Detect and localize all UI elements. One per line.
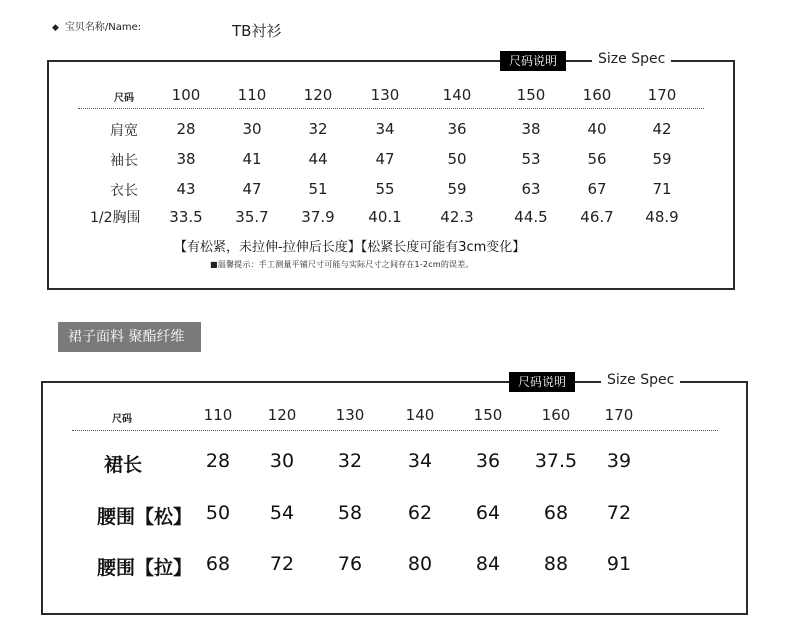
shirt-table-cell: 42 [652, 120, 672, 138]
shirt-table-cell: 35.7 [235, 208, 269, 226]
shirt-row-label: 袖长 [110, 153, 138, 169]
shirt-table-cell: 28 [176, 120, 196, 138]
shirt-table-cell: 41 [242, 150, 262, 168]
skirt-table-cell: 68 [543, 502, 569, 524]
shirt-table-cell: 34 [375, 120, 395, 138]
skirt-row-label: 腰围【拉】 [97, 557, 193, 579]
shirt-table-cell: 56 [587, 150, 607, 168]
product-name-value: TB衬衫 [232, 22, 282, 40]
shirt-table-cell: 37.9 [301, 208, 335, 226]
shirt-table-cell: 50 [447, 150, 467, 168]
shirt-size-header-cell: 170 [647, 86, 677, 104]
shirt-table-cell: 59 [652, 150, 672, 168]
skirt-size-header-cell: 110 [203, 406, 233, 424]
shirt-size-header-label: 尺码 [114, 93, 134, 104]
shirt-table-cell: 32 [308, 120, 328, 138]
skirt-table-cell: 84 [475, 553, 501, 575]
shirt-table-cell: 33.5 [169, 208, 203, 226]
product-label-text: 宝贝名称/Name: [64, 22, 142, 33]
shirt-size-header-cell: 130 [370, 86, 400, 104]
shirt-size-header-cell: 120 [303, 86, 333, 104]
skirt-row-label: 裙长 [104, 454, 143, 476]
skirt-table-cell: 80 [407, 553, 433, 575]
skirt-row-label: 腰围【松】 [97, 506, 193, 528]
skirt-header-divider [72, 430, 718, 431]
skirt-table-cell: 32 [337, 450, 363, 472]
skirt-table-cell: 30 [269, 450, 295, 472]
shirt-table-cell: 71 [652, 180, 672, 198]
shirt-table-cell: 30 [242, 120, 262, 138]
shirt-table-cell: 55 [375, 180, 395, 198]
skirt-table-cell: 62 [407, 502, 433, 524]
skirt-table-cell: 72 [269, 553, 295, 575]
skirt-size-header-cell: 160 [541, 406, 571, 424]
shirt-size-spec-tag: 尺码说明 [500, 51, 566, 71]
shirt-size-header-cell: 150 [516, 86, 546, 104]
skirt-size-header-cell: 120 [267, 406, 297, 424]
shirt-size-header-cell: 110 [237, 86, 267, 104]
shirt-row-label: 衣长 [110, 183, 138, 199]
skirt-size-spec-tag: 尺码说明 [509, 372, 575, 392]
skirt-table-cell: 37.5 [534, 450, 578, 472]
skirt-table-cell: 88 [543, 553, 569, 575]
shirt-row-label: 肩宽 [110, 123, 138, 139]
skirt-table-cell: 28 [205, 450, 231, 472]
shirt-measure-tip: ■温馨提示：手工测量平铺尺寸可能与实际尺寸之间存在1-2cm的误差。 [210, 260, 474, 269]
skirt-table-cell: 68 [205, 553, 231, 575]
shirt-table-cell: 42.3 [440, 208, 474, 226]
skirt-size-header-cell: 140 [405, 406, 435, 424]
shirt-stretch-note: 【有松紧，未拉伸-拉伸后长度】【松紧长度可能有3cm变化】 [174, 240, 526, 255]
skirt-table-cell: 76 [337, 553, 363, 575]
skirt-table-cell: 91 [606, 553, 632, 575]
shirt-table-cell: 47 [375, 150, 395, 168]
shirt-size-header-cell: 100 [171, 86, 201, 104]
shirt-size-spec-en: Size Spec [592, 49, 671, 69]
shirt-table-cell: 51 [308, 180, 328, 198]
shirt-table-cell: 48.9 [645, 208, 679, 226]
shirt-table-cell: 59 [447, 180, 467, 198]
shirt-table-cell: 40 [587, 120, 607, 138]
shirt-table-cell: 36 [447, 120, 467, 138]
shirt-table-cell: 63 [521, 180, 541, 198]
shirt-table-cell: 46.7 [580, 208, 614, 226]
skirt-size-header-label: 尺码 [112, 414, 132, 425]
shirt-table-cell: 38 [176, 150, 196, 168]
shirt-size-header-cell: 160 [582, 86, 612, 104]
product-name-label [52, 18, 141, 33]
shirt-table-cell: 44 [308, 150, 328, 168]
skirt-table-cell: 64 [475, 502, 501, 524]
skirt-size-header-cell: 130 [335, 406, 365, 424]
skirt-table-cell: 34 [407, 450, 433, 472]
shirt-header-divider [78, 108, 704, 109]
skirt-table-cell: 50 [205, 502, 231, 524]
shirt-table-cell: 47 [242, 180, 262, 198]
shirt-size-header-cell: 140 [442, 86, 472, 104]
skirt-table-cell: 39 [606, 450, 632, 472]
shirt-row-label: 1/2胸围 [90, 210, 141, 226]
skirt-table-cell: 36 [475, 450, 501, 472]
shirt-table-cell: 67 [587, 180, 607, 198]
shirt-table-cell: 43 [176, 180, 196, 198]
skirt-fabric-label: 裙子面料 聚酯纤维 [58, 322, 201, 352]
skirt-size-header-cell: 150 [473, 406, 503, 424]
skirt-size-header-cell: 170 [604, 406, 634, 424]
shirt-table-cell: 44.5 [514, 208, 548, 226]
shirt-table-cell: 53 [521, 150, 541, 168]
shirt-table-cell: 40.1 [368, 208, 402, 226]
shirt-table-cell: 38 [521, 120, 541, 138]
diamond-bullet-icon: ◆ [52, 23, 59, 33]
skirt-table-cell: 72 [606, 502, 632, 524]
skirt-size-spec-en: Size Spec [601, 370, 680, 390]
skirt-table-cell: 58 [337, 502, 363, 524]
skirt-table-cell: 54 [269, 502, 295, 524]
